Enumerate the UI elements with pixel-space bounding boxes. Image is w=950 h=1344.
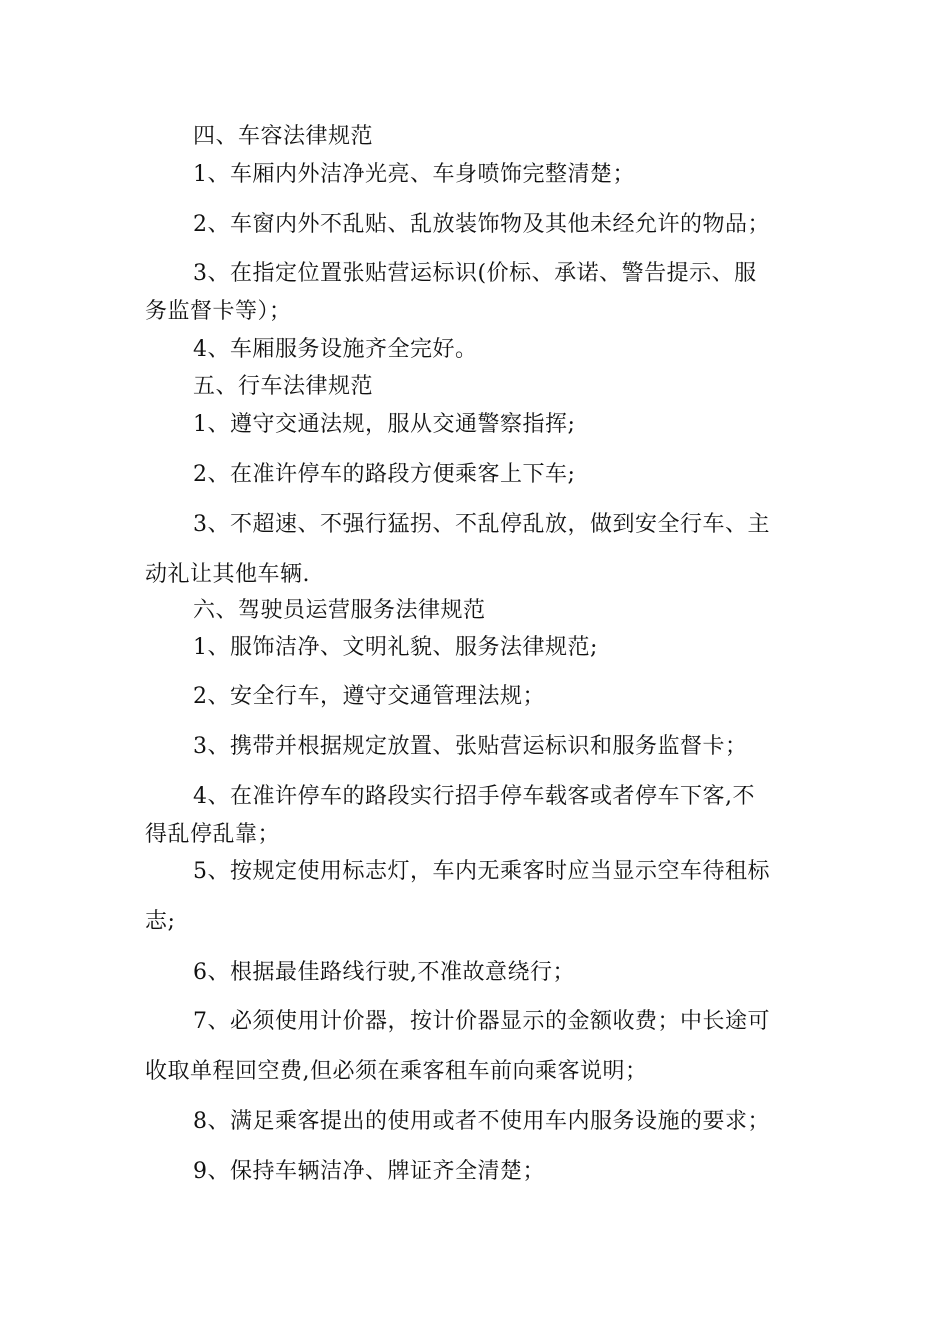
- paragraph-line: 6、根据最佳路线行驶,不准故意绕行；: [193, 960, 575, 985]
- paragraph-line: 2、在准许停车的路段方便乘客上下车;: [193, 462, 576, 487]
- paragraph-line: 3、在指定位置张贴营运标识(价标、承诺、警告提示、服: [193, 261, 757, 286]
- paragraph-line: 1、车厢内外洁净光亮、车身喷饰完整清楚；: [193, 162, 635, 187]
- paragraph-line: 4、车厢服务设施齐全完好。: [193, 337, 478, 362]
- paragraph-line: 7、必须使用计价器，按计价器显示的金额收费；中长途可: [193, 1009, 770, 1034]
- paragraph-line: 8、满足乘客提出的使用或者不使用车内服务设施的要求；: [193, 1109, 770, 1134]
- paragraph-line-continuation: 动礼让其他车辆.: [145, 562, 310, 587]
- paragraph-line: 3、不超速、不强行猛拐、不乱停乱放，做到安全行车、主: [193, 512, 770, 537]
- paragraph-line: 2、安全行车，遵守交通管理法规；: [193, 684, 545, 709]
- paragraph-line: 4、在准许停车的路段实行招手停车载客或者停车下客,不: [193, 784, 755, 809]
- paragraph-line: 9、保持车辆洁净、牌证齐全清楚；: [193, 1159, 545, 1184]
- paragraph-line-continuation: 志;: [145, 909, 176, 934]
- section-heading-driving: 五、行车法律规范: [193, 374, 374, 399]
- paragraph-line: 3、携带并根据规定放置、张贴营运标识和服务监督卡；: [193, 734, 748, 759]
- paragraph-line-continuation: 务监督卡等）；: [145, 299, 292, 324]
- section-heading-vehicle-appearance: 四、车容法律规范: [193, 124, 374, 149]
- paragraph-line-continuation: 得乱停乱靠；: [145, 822, 281, 847]
- paragraph-line: 1、遵守交通法规，服从交通警察指挥;: [193, 412, 576, 437]
- section-heading-driver-service: 六、驾驶员运营服务法律规范: [193, 598, 486, 623]
- paragraph-line: 1、服饰洁净、文明礼貌、服务法律规范;: [193, 635, 598, 660]
- paragraph-line: 2、车窗内外不乱贴、乱放装饰物及其他未经允许的物品；: [193, 212, 770, 237]
- paragraph-line-continuation: 收取单程回空费,但必须在乘客租车前向乘客说明；: [145, 1059, 648, 1084]
- paragraph-line: 5、按规定使用标志灯，车内无乘客时应当显示空车待租标: [193, 859, 770, 884]
